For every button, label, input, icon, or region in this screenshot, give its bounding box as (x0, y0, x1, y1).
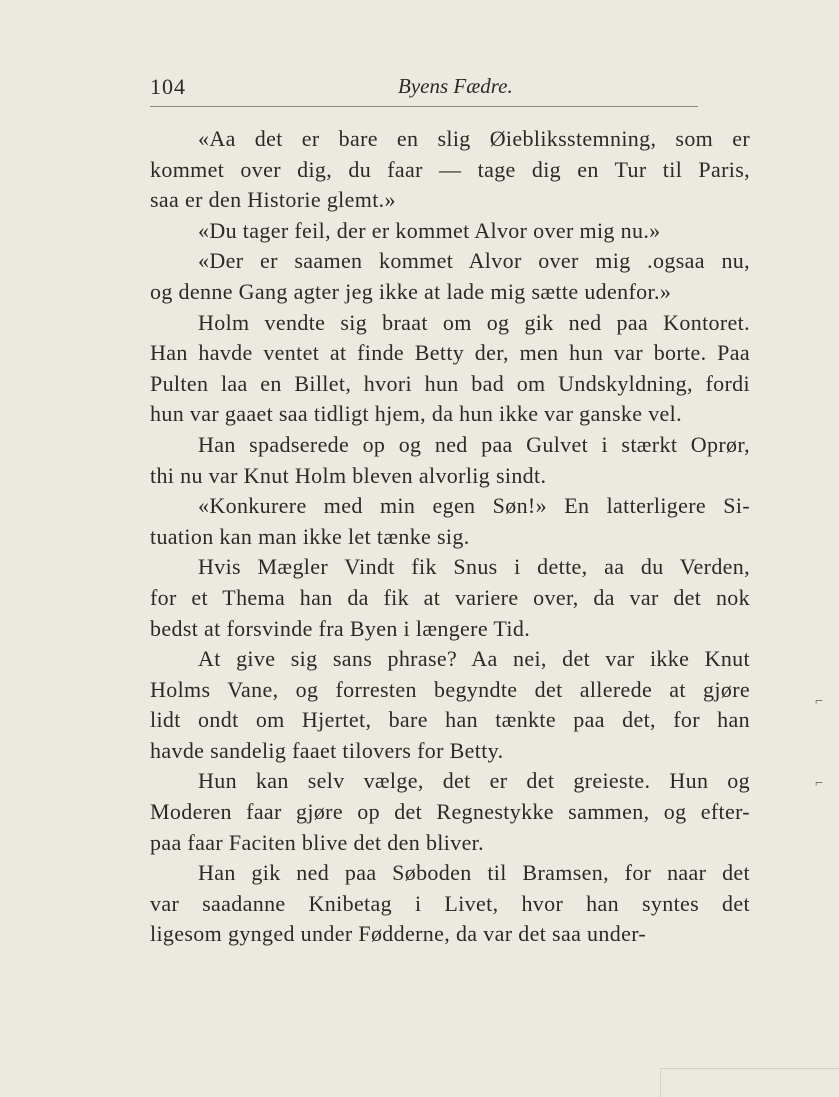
margin-mark: ⌐ (815, 694, 823, 709)
text-line: «Der er saamen kommet Alvor over mig .ogsaa nu, (198, 248, 750, 274)
text-line: paa faar Faciten blive det den bliver. (150, 829, 484, 855)
text-line: Han havde ventet at finde Betty der, men hun var borte. Paa (150, 340, 750, 366)
text-line: var saadanne Knibetag i Livet, hvor han syntes det (150, 890, 750, 916)
page-corner-fold (660, 1068, 839, 1097)
text-line: Han gik ned paa Søboden til Bramsen, for naar det (198, 860, 750, 886)
text-line: lidt ondt om Hjertet, bare han tænkte paa det, for han (150, 707, 750, 733)
paragraph (150, 644, 750, 766)
paragraph (150, 491, 750, 552)
text-line: for et Thema han da fik at variere over, da var det nok (150, 584, 750, 610)
paragraph (150, 552, 750, 644)
text-line: hun var gaaet saa tidligt hjem, da hun ikke var ganske vel. (150, 401, 682, 427)
text-line: og denne Gang agter jeg ikke at lade mig sætte udenfor.» (150, 278, 672, 304)
text-line: Pulten laa en Billet, hvori hun bad om Undskyldning, fordi (150, 370, 750, 396)
text-line: Moderen faar gjøre op det Regnestykke sammen, og efter- (150, 799, 750, 825)
text-line: At give sig sans phrase? Aa nei, det var ikke Knut (198, 646, 750, 672)
text-line: thi nu var Knut Holm bleven alvorlig sindt. (150, 462, 547, 488)
text-line: «Aa det er bare en slig Øiebliksstemning, som er (198, 126, 750, 151)
text-line: saa er den Historie glemt.» (150, 187, 396, 213)
body-text (150, 124, 750, 950)
header-rule (150, 106, 698, 107)
page-number: 104 (150, 74, 186, 99)
paragraph (150, 858, 750, 950)
page-header (150, 74, 698, 104)
text-line: kommet over dig, du faar — tage dig en Tur til Paris, (150, 156, 750, 182)
text-line: tuation kan man ikke let tænke sig. (150, 523, 470, 549)
paragraph (150, 124, 750, 216)
paragraph (150, 430, 750, 491)
text-line: Hun kan selv vælge, det er det greieste. Hun og (198, 768, 750, 794)
paragraph (150, 308, 750, 430)
text-line: Han spadserede op og ned paa Gulvet i stærkt Oprør, (198, 431, 750, 457)
text-line: Hvis Mægler Vindt fik Snus i dette, aa du Verden, (198, 554, 750, 580)
margin-mark: ⌐ (815, 776, 823, 791)
paragraph (150, 766, 750, 858)
paragraph (150, 246, 750, 307)
text-line: Holms Vane, og forresten begyndte det allerede at gjøre (150, 676, 750, 702)
text-line: bedst at forsvinde fra Byen i længere Tid. (150, 615, 531, 641)
paragraph (150, 216, 750, 247)
text-line: Holm vendte sig braat om og gik ned paa Kontoret. (198, 309, 750, 335)
text-line: «Konkurere med min egen Søn!» En latterligere Si- (198, 493, 750, 519)
text-line: ligesom gynged under Fødderne, da var det saa under- (150, 921, 647, 947)
text-line: «Du tager feil, der er kommet Alvor over mig nu.» (198, 217, 661, 243)
text-line: havde sandelig faaet tilovers for Betty. (150, 737, 504, 763)
running-title: Byens Fædre. (398, 74, 513, 98)
